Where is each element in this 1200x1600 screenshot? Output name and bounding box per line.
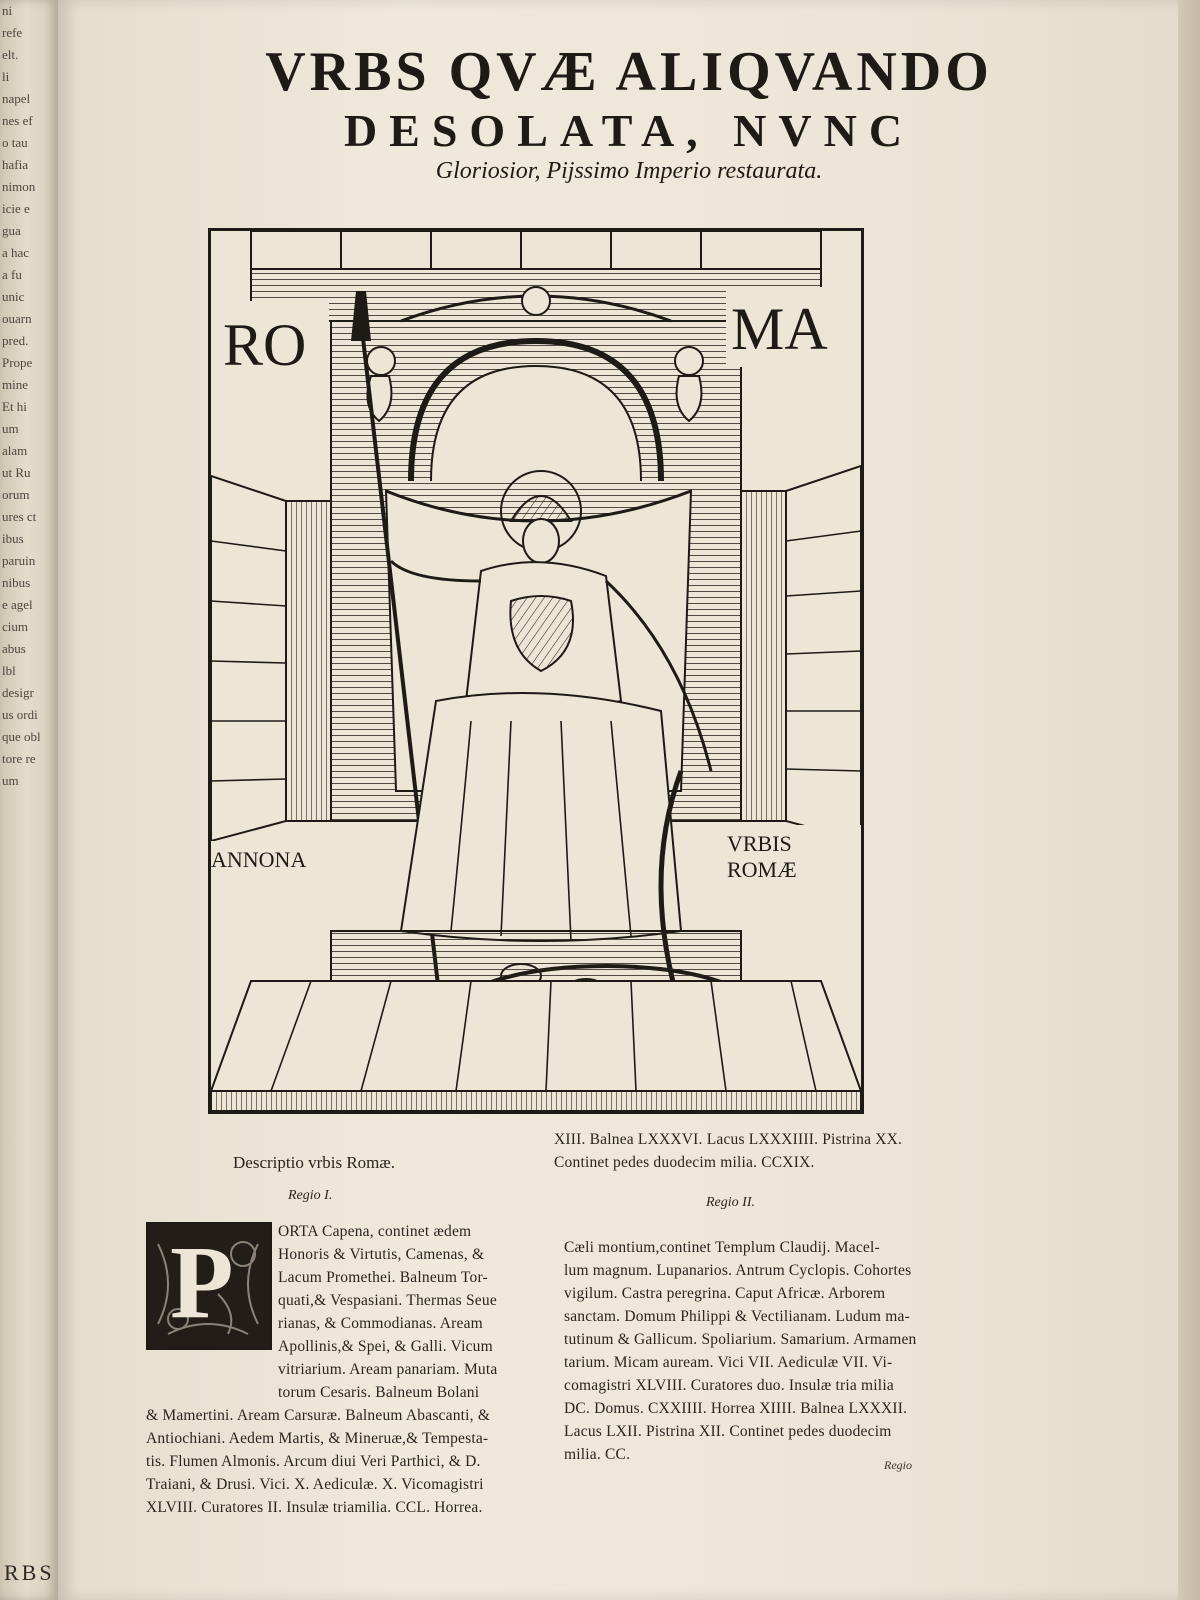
text-line: Lacus LXII. Pistrina XII. Continet pedes duodecim: [564, 1423, 892, 1440]
text-line: li: [2, 69, 10, 84]
text-line: milia. CC.: [564, 1446, 631, 1463]
text-line: us ordi: [2, 707, 38, 722]
text-line: mine: [2, 377, 28, 392]
title-line-3: Gloriosior, Pijssimo Imperio restaurata.: [435, 158, 823, 184]
initial-letter: P: [170, 1225, 234, 1340]
text-line: cium: [2, 619, 28, 634]
text-line: & Mamertini. Aream Carsuræ. Balneum Abascanti, &: [146, 1407, 491, 1424]
text-line: a fu: [2, 267, 22, 282]
text-line: um: [2, 421, 19, 436]
text-line: refe: [2, 25, 23, 40]
figure-caption: Descriptio vrbis Romæ.: [233, 1153, 395, 1172]
facing-page-edge: [0, 0, 58, 1600]
text-line: alam: [2, 443, 28, 458]
text-line: tis. Flumen Almonis. Arcum diui Veri Parthici, & D.: [146, 1453, 481, 1470]
text-line: tarium. Micam auream. Vici VII. Aediculæ VII. Vi-: [564, 1354, 893, 1371]
text-line: pred.: [2, 333, 29, 348]
text-line: XLVIII. Curatores II. Insulæ triamilia. CCL. Horrea.: [146, 1499, 483, 1516]
facing-page-text: [2, 0, 56, 792]
text-line: lbl: [2, 663, 16, 678]
woodcut-label-ro: RO: [223, 312, 307, 378]
text-line: gua: [2, 223, 21, 238]
page-edge: [1178, 0, 1200, 1600]
text-line: unic: [2, 289, 25, 304]
text-line: icie e: [2, 201, 30, 216]
text-line: Et hi: [2, 399, 27, 414]
title-line-1: VRBS QVÆ ALIQVANDO: [265, 41, 993, 103]
text-line: sanctam. Domum Philippi & Vectilianam. Ludum ma-: [564, 1308, 910, 1325]
woodcut-label-ma: MA: [731, 296, 828, 362]
text-line: comagistri XLVIII. Curatores duo. Insulæ tria milia: [564, 1377, 894, 1394]
text-line: tore re: [2, 751, 36, 766]
text-line: nibus: [2, 575, 31, 590]
title-line-2: DESOLATA, NVNC: [343, 105, 915, 156]
text-line: paruin: [2, 553, 36, 568]
catchword: Regio: [884, 1458, 912, 1472]
regio2-text: [564, 1236, 1024, 1466]
text-line: e agel: [2, 597, 33, 612]
text-line: Continet pedes duodecim milia. CCXIX.: [554, 1154, 815, 1171]
text-line: Lacum Promethei. Balneum Tor-: [278, 1269, 488, 1286]
text-line: Honoris & Virtutis, Camenas, &: [278, 1246, 485, 1263]
text-line: lum magnum. Lupanarios. Antrum Cyclopis. Cohortes: [564, 1262, 912, 1279]
text-line: Cæli montium,continet Templum Claudij. Macel-: [564, 1239, 880, 1256]
text-line: napel: [2, 91, 31, 106]
regio1-heading: Regio I.: [288, 1188, 333, 1203]
text-line: ouarn: [2, 311, 32, 326]
woodcut-label-romae: ROMÆ: [727, 857, 797, 882]
facing-page-footer: RBS: [4, 1560, 55, 1585]
text-line: orum: [2, 487, 30, 502]
text-line: o tau: [2, 135, 28, 150]
text-line: ibus: [2, 531, 24, 546]
text-line: DC. Domus. CXXIIII. Horrea XIIII. Balnea LXXXII.: [564, 1400, 908, 1417]
text-line: que obl: [2, 729, 41, 744]
text-line: nimon: [2, 179, 36, 194]
woodcut-label-urbis: VRBIS: [727, 831, 792, 856]
text-line: Antiochiani. Aedem Martis, & Mineruæ,& Tempesta-: [146, 1430, 489, 1447]
text-line: XIII. Balnea LXXXVI. Lacus LXXXIIII. Pistrina XX.: [554, 1131, 903, 1148]
regio1-continuation: [554, 1128, 1024, 1174]
text-line: abus: [2, 641, 26, 656]
text-line: torum Cesaris. Balneum Bolani: [278, 1384, 480, 1401]
text-line: nes ef: [2, 113, 33, 128]
text-line: Apollinis,& Spei, & Galli. Vicum: [278, 1338, 493, 1355]
text-line: Prope: [2, 355, 33, 370]
text-line: Traiani, & Drusi. Vici. X. Aediculæ. X. Vicomagistri: [146, 1476, 484, 1493]
regio2-heading: Regio II.: [706, 1195, 755, 1210]
text-line: vitriarium. Aream panariam. Muta: [278, 1361, 498, 1378]
text-line: hafia: [2, 157, 28, 172]
woodcut-roma-illustration: [208, 228, 864, 1114]
text-line: ORTA Capena, continet ædem: [278, 1223, 472, 1240]
text-line: elt.: [2, 47, 19, 62]
text-line: um: [2, 773, 19, 788]
text-line: rianas, & Commodianas. Aream: [278, 1315, 483, 1332]
text-line: ni: [2, 3, 13, 18]
text-line: quati,& Vespasiani. Thermas Seue: [278, 1292, 497, 1309]
regio1-text: [146, 1220, 596, 1519]
text-line: desigr: [2, 685, 34, 700]
book-page: [58, 0, 1200, 1600]
text-line: ures ct: [2, 509, 37, 524]
woodcut-label-annona: ANNONA: [211, 847, 307, 872]
text-line: a hac: [2, 245, 30, 260]
text-line: tutinum & Gallicum. Spoliarium. Samarium. Armamen: [564, 1331, 917, 1348]
text-line: vigilum. Castra peregrina. Caput Africæ. Arborem: [564, 1285, 886, 1302]
text-line: ut Ru: [2, 465, 31, 480]
